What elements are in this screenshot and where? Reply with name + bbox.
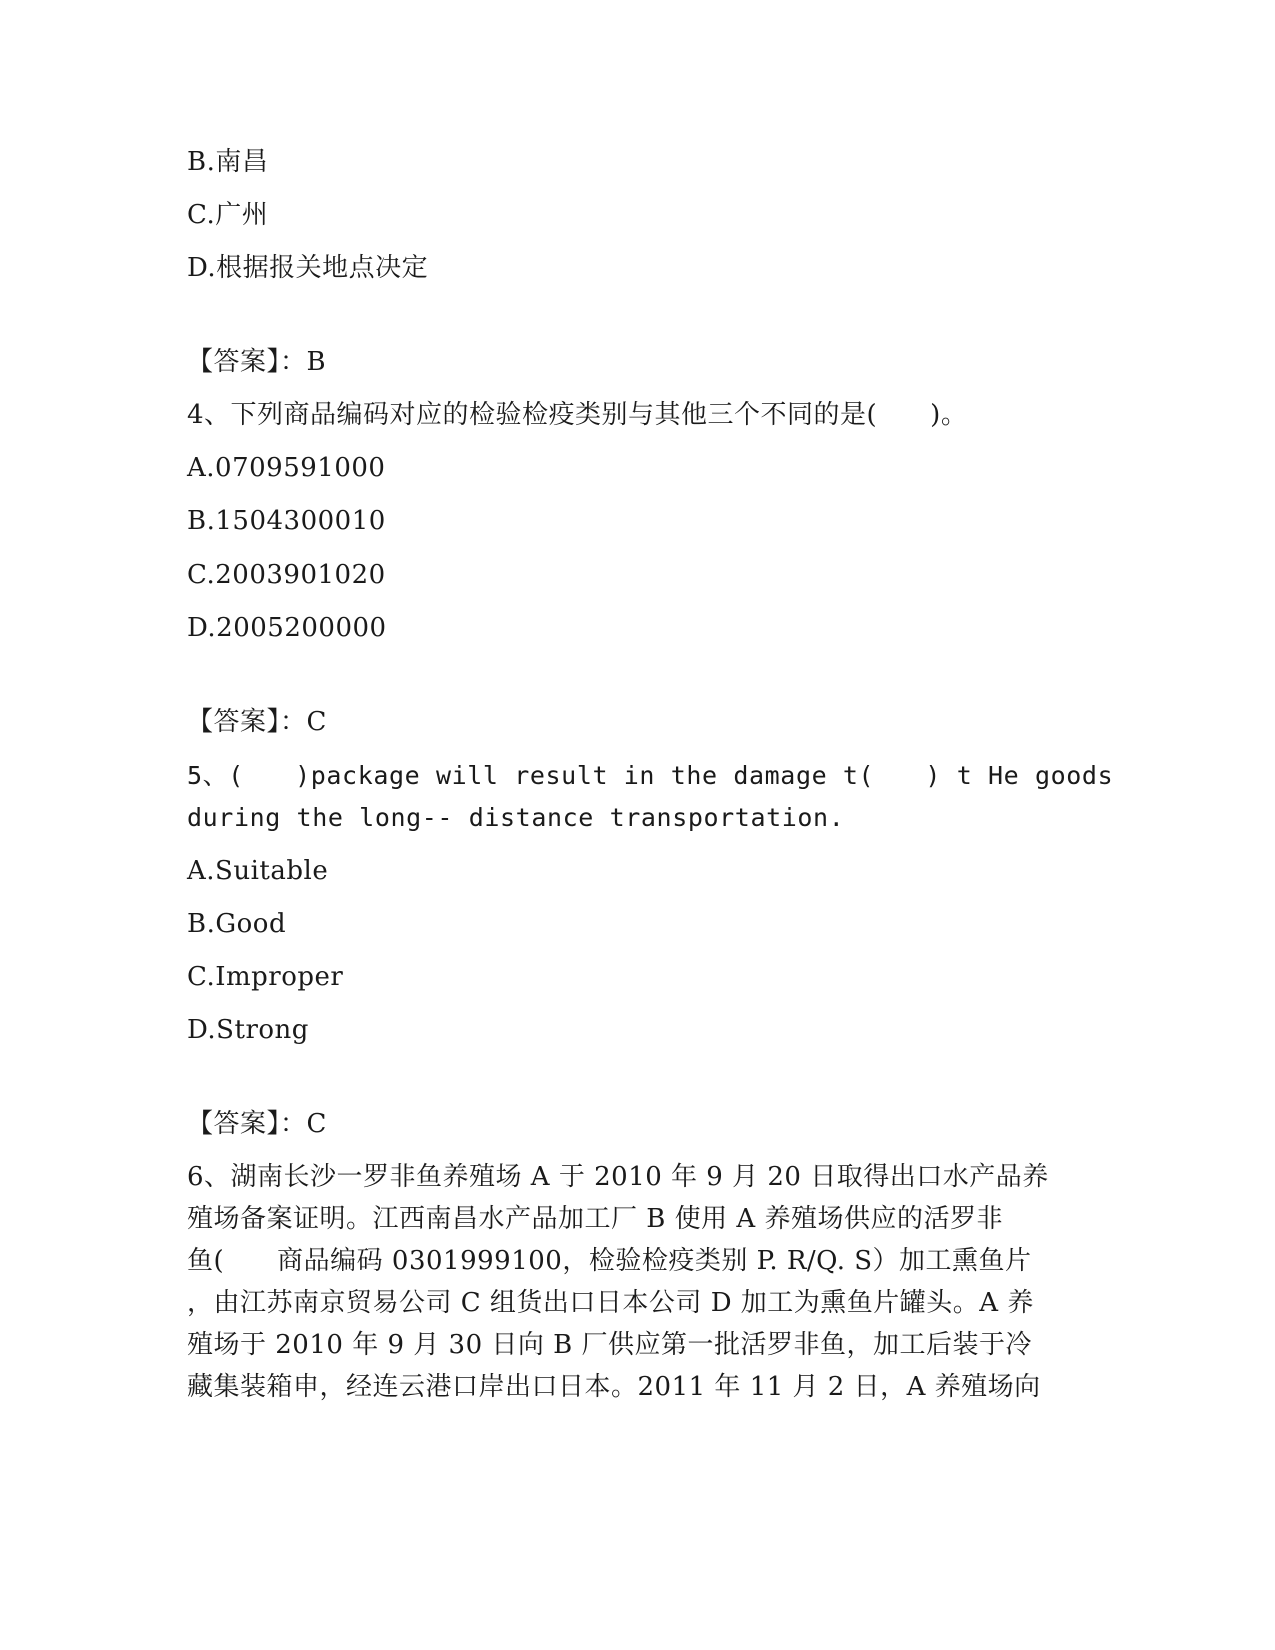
q4-option-c: C.2003901020 <box>187 560 386 590</box>
q5-answer: 【答案】：C <box>187 1109 327 1139</box>
q3-option-d: D.根据报关地点决定 <box>187 253 429 283</box>
q5-option-a: A.Suitable <box>187 856 329 886</box>
q3-option-b: B.南昌 <box>187 147 269 177</box>
q5-option-c: C.Improper <box>187 962 344 992</box>
q4-option-d: D.2005200000 <box>187 613 387 643</box>
q6-line-5: 殖场于 2010 年 9 月 30 日向 B 厂供应第一批活罗非鱼，加工后装于冷 <box>187 1330 1033 1360</box>
q6-line-2: 殖场备案证明。江西南昌水产品加工厂 B 使用 A 养殖场供应的活罗非 <box>187 1204 1003 1234</box>
q4-option-b: B.1504300010 <box>187 506 386 536</box>
q3-option-c: C.广州 <box>187 200 269 230</box>
q4-answer: 【答案】：C <box>187 707 327 737</box>
q5-stem-line1: 5、( )package will result in the damage t( ) t He goods <box>187 761 1114 790</box>
q6-line-3: 鱼( 商品编码 0301999100，检验检疫类别 P. R/Q. S）加工熏鱼片 <box>187 1246 1032 1276</box>
q6-line-6: 藏集装箱申，经连云港口岸出口日本。2011 年 11 月 2 日，A 养殖场向 <box>187 1372 1041 1402</box>
q5-stem-line2: during the long-- distance transportation. <box>187 803 845 832</box>
q4-stem: 4、下列商品编码对应的检验检疫类别与其他三个不同的是( )。 <box>187 400 968 430</box>
q6-line-4: ，由江苏南京贸易公司 C 组货出口日本公司 D 加工为熏鱼片罐头。A 养 <box>187 1288 1034 1318</box>
q3-answer: 【答案】：B <box>187 347 327 377</box>
q4-option-a: A.0709591000 <box>187 453 386 483</box>
q5-option-b: B.Good <box>187 909 287 939</box>
q5-option-d: D.Strong <box>187 1015 309 1045</box>
q6-line-1: 6、湖南长沙一罗非鱼养殖场 A 于 2010 年 9 月 20 日取得出口水产品养 <box>187 1162 1049 1192</box>
